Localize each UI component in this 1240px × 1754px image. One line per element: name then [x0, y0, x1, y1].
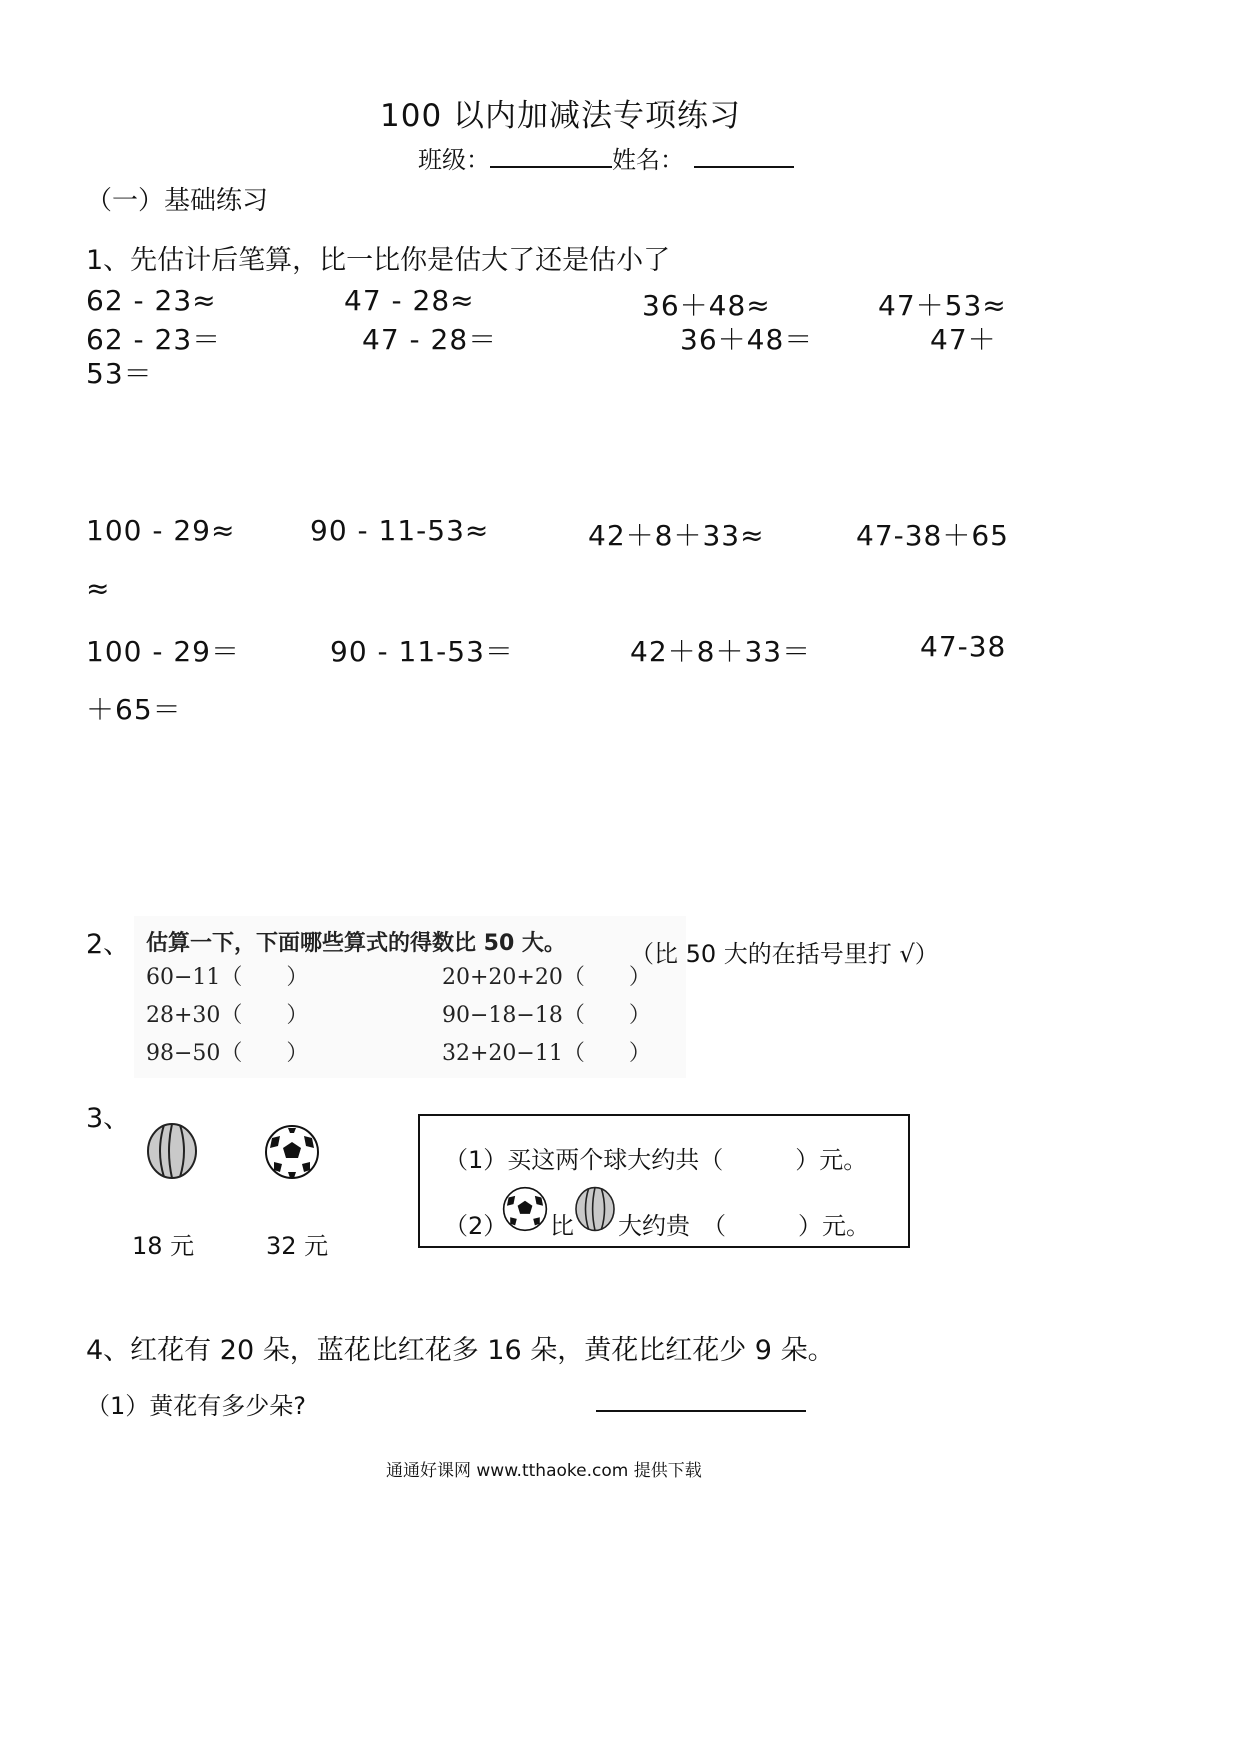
striped-ball-small-icon	[574, 1186, 616, 1232]
q2-item-left-1: 60−11（ ）	[146, 965, 309, 990]
q1-calc-5: 100 - 29＝	[86, 635, 240, 668]
q3-part2-compare: 比	[550, 1212, 574, 1240]
q3-part2-tail: 大约贵 （ ）元。	[618, 1212, 870, 1240]
q2-embedded-image	[134, 916, 686, 1078]
q1-calc-8-wrap: ＋65＝	[86, 693, 182, 726]
q1-estimate-7: 42＋8＋33≈	[588, 519, 765, 552]
q1-estimate-8: 47-38＋65	[856, 519, 1009, 552]
q3-part2-label: （2）	[444, 1212, 508, 1240]
name-blank[interactable]	[694, 144, 794, 168]
q1-estimate-1: 62 - 23≈	[86, 284, 217, 317]
q1-calc-7: 42＋8＋33＝	[630, 635, 812, 668]
q1-estimate-4: 47＋53≈	[878, 289, 1007, 322]
q2-note: （比 50 大的在括号里打 √）	[630, 940, 939, 968]
section-heading: （一）基础练习	[86, 186, 269, 216]
page-title: 100 以内加减法专项练习	[380, 98, 742, 134]
student-info-line	[418, 140, 794, 175]
price-soccer-ball: 32 元	[266, 1232, 329, 1260]
soccer-ball-small-icon	[502, 1186, 548, 1232]
q1-estimate-6: 90 - 11-53≈	[310, 514, 490, 547]
q2-item-right-3: 32+20−11（ ）	[442, 1041, 651, 1066]
q2-item-right-2: 90−18−18（ ）	[442, 1003, 651, 1028]
q1-calc-4-wrap: 53＝	[86, 357, 153, 390]
q2-item-left-2: 28+30（ ）	[146, 1003, 309, 1028]
q4-answer-line[interactable]	[596, 1410, 806, 1412]
striped-ball-icon	[146, 1122, 198, 1180]
q1-calc-1: 62 - 23＝	[86, 323, 222, 356]
q1-estimate-5: 100 - 29≈	[86, 514, 236, 547]
page-footer: 通通好课网 www.tthaoke.com 提供下载	[386, 1461, 702, 1481]
q2-item-right-1: 20+20+20（ ）	[442, 965, 651, 990]
q2-heading: 估算一下，下面哪些算式的得数比 50 大。	[146, 931, 566, 956]
q2-number: 2、	[86, 929, 131, 960]
q2-item-left-3: 98−50（ ）	[146, 1041, 309, 1066]
q3-number: 3、	[86, 1103, 131, 1134]
name-label: 姓名：	[612, 146, 684, 174]
q4-sub1: （1）黄花有多少朵?	[86, 1392, 307, 1420]
q1-estimate-3: 36＋48≈	[642, 289, 771, 322]
q3-question-box	[418, 1114, 910, 1248]
class-blank[interactable]	[490, 144, 612, 168]
soccer-ball-icon	[264, 1124, 320, 1180]
q1-prompt: 1、先估计后笔算，比一比你是估大了还是估小了	[86, 245, 671, 276]
q4-prompt: 4、红花有 20 朵，蓝花比红花多 16 朵，黄花比红花少 9 朵。	[86, 1335, 835, 1366]
q1-calc-6: 90 - 11-53＝	[330, 635, 514, 668]
q1-estimate-8-wrap: ≈	[86, 572, 111, 605]
q1-calc-3: 36＋48＝	[680, 323, 814, 356]
q1-calc-8: 47-38	[920, 630, 1007, 663]
class-label: 班级：	[418, 146, 490, 174]
q3-part1: （1）买这两个球大约共（ ）元。	[444, 1146, 868, 1174]
q1-calc-2: 47 - 28＝	[362, 323, 498, 356]
q1-estimate-2: 47 - 28≈	[344, 284, 475, 317]
price-striped-ball: 18 元	[132, 1232, 195, 1260]
q1-calc-4: 47＋	[930, 323, 997, 356]
